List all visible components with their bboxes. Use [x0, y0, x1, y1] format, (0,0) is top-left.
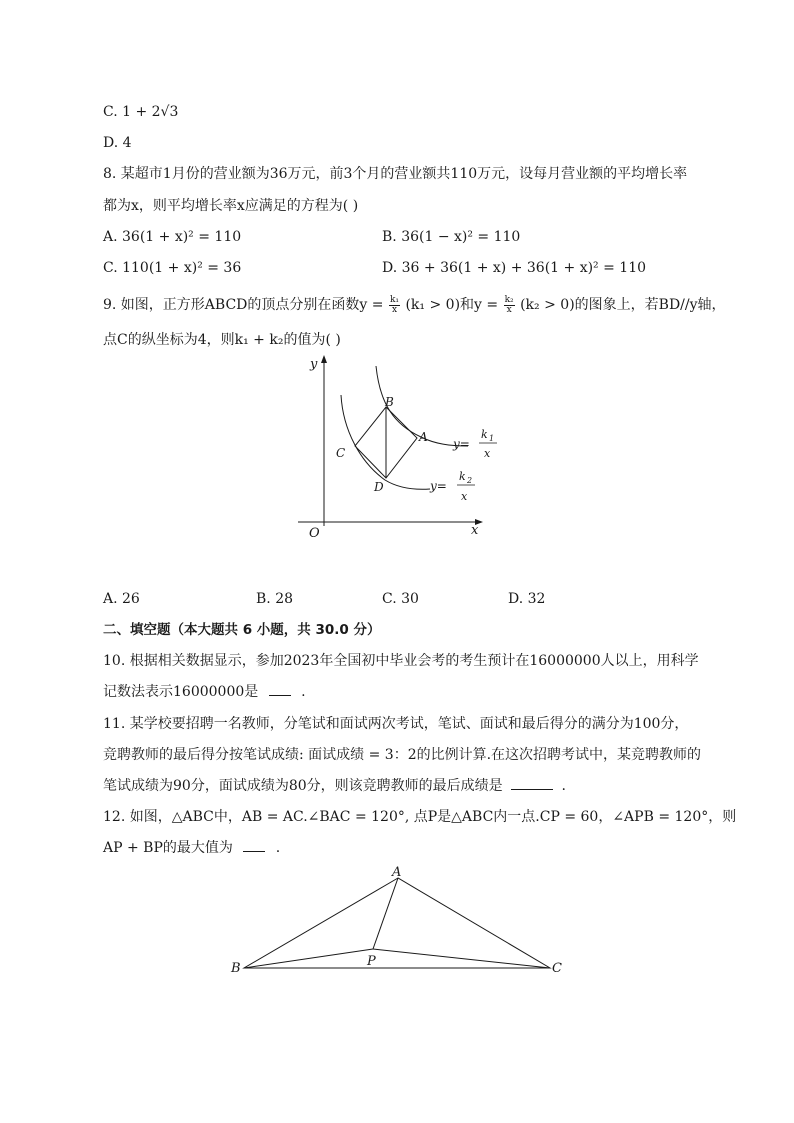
point-p-label: P: [367, 954, 376, 969]
x-axis-label: x: [471, 523, 479, 538]
segment-bp: [244, 949, 373, 968]
q8-option-c: C. 110(1 + x)² = 36: [103, 260, 242, 276]
q10-stem-line2: [103, 682, 306, 702]
q12-stem-line2: [103, 838, 280, 858]
point-c-label: C: [552, 961, 562, 976]
q9-option-a: A. 26: [103, 591, 140, 607]
q9-figure: [290, 350, 500, 545]
segment-ap: [373, 878, 398, 949]
curve1-label-subscript: 1: [489, 434, 495, 443]
q8-stem-line2: 都为x，则平均增长率x应满足的方程为( ): [103, 198, 359, 214]
triangle-abc: [244, 878, 550, 968]
curve2-label-subscript: 2: [467, 476, 473, 485]
q9-stem-part-a: 9. 如图，正方形ABCD的顶点分别在函数y =: [103, 297, 384, 313]
q8-option-d: D. 36 + 36(1 + x) + 36(1 + x)² = 110: [382, 260, 647, 276]
q11-stem-line3: [103, 776, 566, 796]
curve1-label-numerator: k: [481, 428, 488, 441]
q11-stem-line1: 11. 某学校要招聘一名教师，分笔试和面试两次考试，笔试、面试和最后得分的满分为100分，: [103, 716, 689, 732]
q9-option-c: C. 30: [382, 591, 419, 607]
point-a-label: A: [392, 865, 402, 880]
q12-stem-text: AP + BP的最大值为: [103, 840, 233, 856]
q11-answer-blank[interactable]: [511, 789, 553, 790]
q9-k2-denominator: x: [506, 304, 512, 315]
q9-stem-line2: 点C的纵坐标为4，则k₁ + k₂的值为( ): [103, 332, 341, 348]
curve2-label-numerator: k: [459, 470, 466, 483]
q12-stem-end: .: [275, 840, 281, 856]
q11-stem-end: .: [561, 778, 566, 794]
q9-option-b: B. 28: [256, 591, 294, 607]
y-axis-label: y: [310, 357, 318, 372]
curve1-label-prefix: y=: [453, 437, 470, 451]
q9-stem-part-b: (k₁ > 0)和y =: [405, 297, 499, 313]
q10-stem-line1: 10. 根据相关数据显示，参加2023年全国初中毕业会考的考生预计在16000000人以上，用科学: [103, 653, 699, 669]
q10-stem-text: 记数法表示16000000是: [103, 684, 259, 700]
curve2-label-prefix: y=: [430, 479, 447, 493]
q9-fraction-k1: [389, 296, 400, 315]
q9-stem-line1: [103, 295, 726, 315]
origin-label: O: [309, 526, 320, 541]
section-2-title: 二、填空题（本大题共 6 小题，共 30.0 分）: [103, 622, 381, 638]
point-c-label: C: [336, 446, 346, 460]
q12-answer-blank[interactable]: [243, 851, 265, 852]
point-b-label: B: [385, 395, 394, 409]
point-b-label: B: [231, 961, 241, 976]
q12-figure: [228, 862, 568, 982]
q9-k1-numerator: k₁: [389, 294, 400, 305]
q9-k1-denominator: x: [391, 304, 398, 315]
q9-fraction-k2: [504, 296, 515, 315]
point-a-label: A: [419, 430, 428, 444]
q8-option-a: A. 36(1 + x)² = 110: [103, 229, 242, 245]
y-axis-arrow: [321, 355, 327, 363]
q10-answer-blank[interactable]: [269, 695, 291, 696]
q11-stem-text: 笔试成绩为90分，面试成绩为80分，则该竞聘教师的最后成绩是: [103, 778, 503, 794]
curve2-label-denominator: x: [461, 490, 468, 503]
q8-stem-line1: 8. 某超市1月份的营业额为36万元，前3个月的营业额共110万元，设每月营业额的平均增长率: [103, 166, 688, 182]
q9-k2-numerator: k₂: [504, 294, 514, 305]
q12-stem-line1: 12. 如图，△ABC中，AB = AC.∠BAC = 120°, 点P是△ABC内一点.CP = 60，∠APB = 120°，则: [103, 809, 737, 825]
q7-option-c: C. 1 + 2√3: [103, 104, 179, 120]
q8-option-b: B. 36(1 − x)² = 110: [382, 229, 521, 245]
q9-stem-part-c: (k₂ > 0)的图象上，若BD//y轴，: [520, 297, 726, 313]
point-d-label: D: [374, 480, 384, 494]
curve1-label-denominator: x: [484, 447, 491, 460]
q7-option-d: D. 4: [103, 135, 132, 151]
q10-stem-end: .: [301, 684, 306, 700]
q11-stem-line2: 竞聘教师的最后得分按笔试成绩: 面试成绩 = 3：2的比例计算.在这次招聘考试中，某竞聘教师的: [103, 747, 702, 763]
q9-option-d: D. 32: [508, 591, 546, 607]
